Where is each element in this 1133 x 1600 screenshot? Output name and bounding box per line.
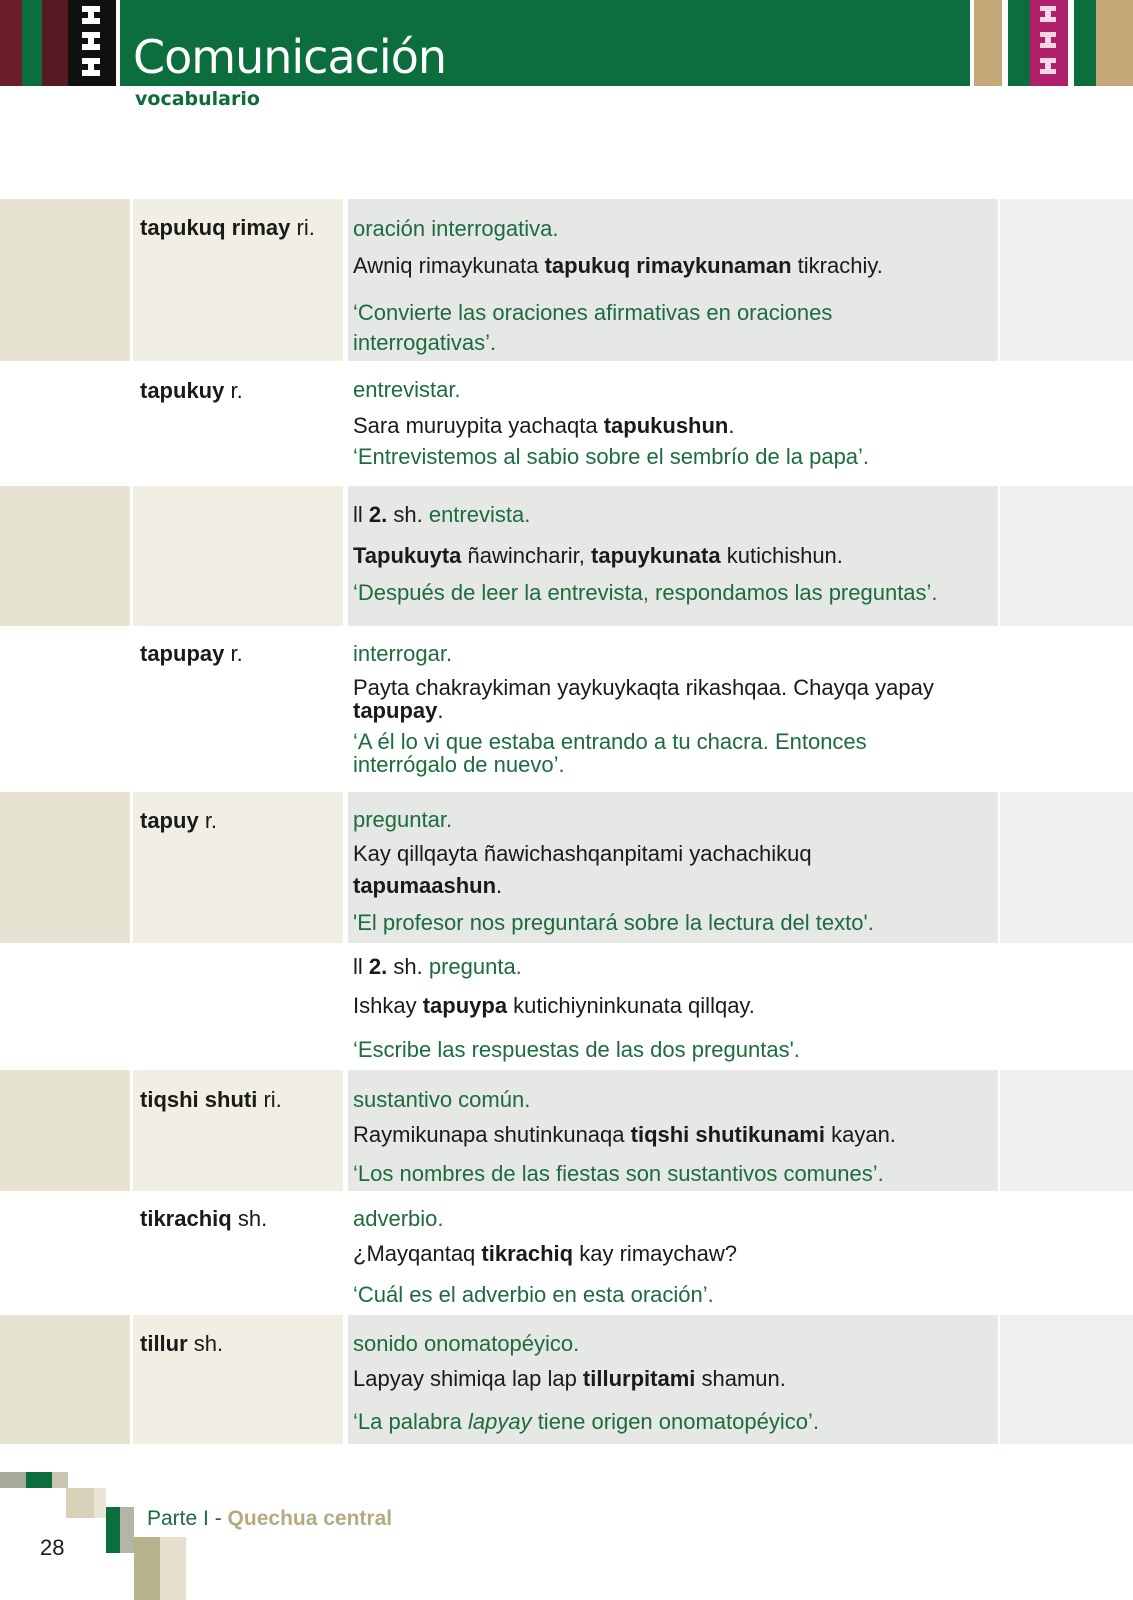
entry-translation: ‘Después de leer la entrevista, respondamos las preguntas’. [353, 580, 938, 605]
entry-headword: tapuy r. [140, 808, 218, 833]
entry-example: Payta chakraykiman yaykuykaqta rikashqaa. Chayqa yapay tapupay. [353, 675, 934, 723]
entry-gloss: entrevistar. [353, 377, 461, 402]
footer-square [66, 1488, 94, 1518]
entry-gloss: oración interrogativa. [353, 216, 559, 241]
entry-translation: 'El profesor nos preguntará sobre la lectura del texto'. [353, 910, 874, 935]
footer-square [26, 1472, 52, 1488]
header-stripe [1008, 0, 1030, 86]
entry-translation: ‘Cuál es el adverbio en esta oración’. [353, 1282, 714, 1307]
header-stripe [0, 0, 22, 86]
header-stripe [1096, 0, 1133, 86]
footer-square [0, 1472, 26, 1488]
entry-example: Lapyay shimiqa lap lap tillurpitami shamun. [353, 1366, 786, 1391]
entry-translation: ‘A él lo vi que estaba entrando a tu chacra. Entonces interrógalo de nuevo’. [353, 729, 867, 777]
page-title: Comunicación [133, 30, 447, 84]
entry-example: Awniq rimaykunata tapukuq rimaykunaman tikrachiy. [353, 253, 883, 278]
entry-translation: ‘La palabra lapyay tiene origen onomatopéyico’. [353, 1409, 819, 1434]
entry-headword: tapupay r. [140, 641, 243, 666]
entry-sense: ll 2. sh. pregunta. [353, 954, 522, 979]
entry-translation: ‘Los nombres de las fiestas son sustantivos comunes’. [353, 1161, 884, 1186]
page-number: 28 [40, 1535, 65, 1560]
footer-square [52, 1472, 68, 1488]
footer-square [134, 1537, 160, 1600]
entry-translation: ‘Entrevistemos al sabio sobre el sembrío de la papa’. [353, 444, 870, 469]
entry-example: Tapukuyta ñawincharir, tapuykunata kutichishun. [353, 543, 843, 568]
entry-example: Sara muruypita yachaqta tapukushun. [353, 413, 735, 438]
entry-translation: ‘Escribe las respuestas de las dos preguntas'. [353, 1037, 800, 1062]
entry-example: Kay qillqayta ñawichashqanpitami yachachikuq tapumaashun. [353, 841, 812, 898]
entry-example: Raymikunapa shutinkunaqa tiqshi shutikunami kayan. [353, 1122, 896, 1147]
header-stripe [974, 0, 1002, 86]
entry-example: ¿Mayqantaq tikrachiq kay rimaychaw? [353, 1241, 737, 1266]
header-stripe [1074, 0, 1096, 86]
entry-headword: tikrachiq sh. [140, 1206, 268, 1231]
pattern-icon [1030, 0, 1068, 86]
entry-gloss: sonido onomatopéyico. [353, 1331, 580, 1356]
footer-square [94, 1488, 106, 1518]
entry-gloss: sustantivo común. [353, 1087, 531, 1112]
header-stripe [42, 0, 68, 86]
footer-square [106, 1507, 120, 1553]
footer-square [120, 1507, 134, 1553]
entry-gloss: adverbio. [353, 1206, 444, 1231]
entry-headword: tillur sh. [140, 1331, 224, 1356]
footer-label: Parte I - Quechua central [147, 1507, 393, 1530]
header-stripe [22, 0, 42, 86]
entry-translation: ‘Convierte las oraciones afirmativas en oraciones interrogativas’. [353, 300, 833, 355]
page-subtitle: vocabulario [135, 88, 260, 110]
entry-headword: tapukuy r. [140, 378, 243, 403]
entry-sense: ll 2. sh. entrevista. [353, 502, 531, 527]
pattern-icon [68, 0, 116, 86]
header-bar [0, 0, 1133, 86]
entry-example: Ishkay tapuypa kutichiyninkunata qillqay. [353, 993, 755, 1018]
entry-gloss: preguntar. [353, 807, 453, 832]
entry-headword: tapukuq rimay ri. [140, 215, 315, 240]
entry-gloss: interrogar. [353, 641, 453, 666]
footer-square [160, 1537, 186, 1600]
entry-headword: tiqshi shuti ri. [140, 1087, 282, 1112]
